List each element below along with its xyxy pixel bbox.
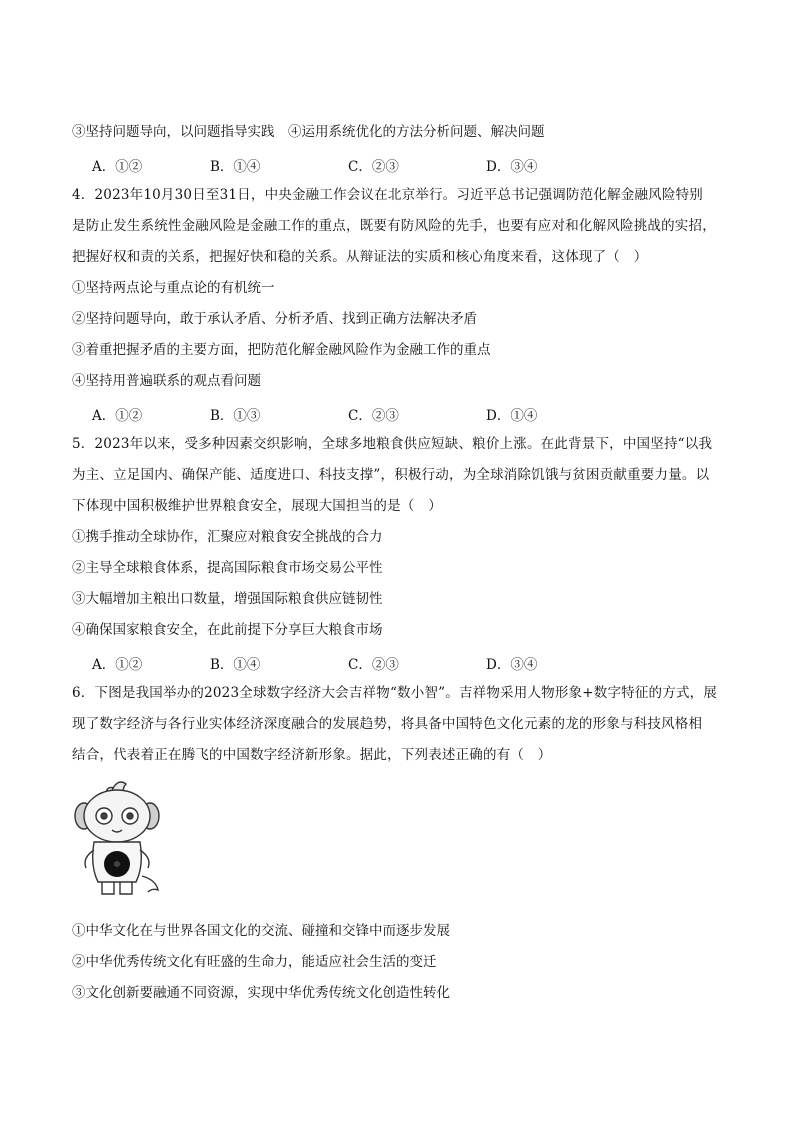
question-5-text: 下体现中国积极维护世界粮食安全，展现大国担当的是（ ） <box>72 498 442 514</box>
mascot-image <box>70 776 164 904</box>
answer-choices-q3 <box>92 155 692 173</box>
choice-d: D．①④ <box>486 408 538 424</box>
answer-choices-q5 <box>92 653 692 671</box>
option-line: ①中华文化在与世界各国文化的交流、碰撞和交锋中而逐步发展 <box>72 923 450 939</box>
option-line: ②主导全球粮食体系，提高国际粮食市场交易公平性 <box>72 560 383 576</box>
option-line: ②坚持问题导向，敢于承认矛盾、分析矛盾、找到正确方法解决矛盾 <box>72 311 477 327</box>
option-line: ③着重把握矛盾的主要方面，把防范化解金融风险作为金融工作的重点 <box>72 342 491 358</box>
choice-a: A．①② <box>92 159 143 175</box>
question-5-text: 5．2023年以来，受多种因素交织影响，全球多地粮食供应短缺、粮价上涨。在此背景下，中国坚持“以我 <box>72 436 713 452</box>
option-line: ①携手推动全球协作，汇聚应对粮食安全挑战的合力 <box>72 529 383 545</box>
question-4-text: 把握好权和责的关系，把握好快和稳的关系。从辩证法的实质和核心角度来看，这体现了（ ） <box>72 249 648 265</box>
choice-d: D．③④ <box>486 657 538 673</box>
option-line: ③坚持问题导向，以问题指导实践 ④运用系统优化的方法分析问题、解决问题 <box>72 124 545 140</box>
choice-a: A．①② <box>92 408 143 424</box>
option-line: ④确保国家粮食安全，在此前提下分享巨大粮食市场 <box>72 622 383 638</box>
option-line: ②中华优秀传统文化有旺盛的生命力，能适应社会生活的变迁 <box>72 954 437 970</box>
choice-b: B．①④ <box>210 159 261 175</box>
option-line: ④坚持用普遍联系的观点看问题 <box>72 373 261 389</box>
choice-b: B．①④ <box>210 657 261 673</box>
choice-c: C．②③ <box>348 408 399 424</box>
option-line: ③文化创新要融通不同资源，实现中华优秀传统文化创造性转化 <box>72 985 450 1001</box>
option-line: ③大幅增加主粮出口数量，增强国际粮食供应链韧性 <box>72 591 383 607</box>
question-6-text: 结合，代表着正在腾飞的中国数字经济新形象。据此，下列表述正确的有（ ） <box>72 747 552 763</box>
answer-choices-q4 <box>92 404 692 422</box>
question-5-text: 为主、立足国内、确保产能、适度进口、科技支撑”，积极行动，为全球消除饥饿与贫困贡献重要力量。以 <box>72 467 710 483</box>
choice-d: D．③④ <box>486 159 538 175</box>
question-4-text: 4．2023年10月30日至31日，中央金融工作会议在北京举行。习近平总书记强调防范化解金融风险特别 <box>72 187 703 203</box>
choice-c: C．②③ <box>348 657 399 673</box>
choice-a: A．①② <box>92 657 143 673</box>
question-4-text: 是防止发生系统性金融风险是金融工作的重点，既要有防风险的先手，也要有应对和化解风险挑战的实招， <box>72 218 716 234</box>
option-line: ①坚持两点论与重点论的有机统一 <box>72 280 275 296</box>
question-6-text: 现了数字经济与各行业实体经济深度融合的发展趋势，将具备中国特色文化元素的龙的形象与科技风格相 <box>72 716 703 732</box>
question-6-text: 6．下图是我国举办的2023全球数字经济大会吉祥物“数小智”。吉祥物采用人物形象+数字特征的方式，展 <box>72 685 718 701</box>
choice-b: B．①③ <box>210 408 261 424</box>
choice-c: C．②③ <box>348 159 399 175</box>
